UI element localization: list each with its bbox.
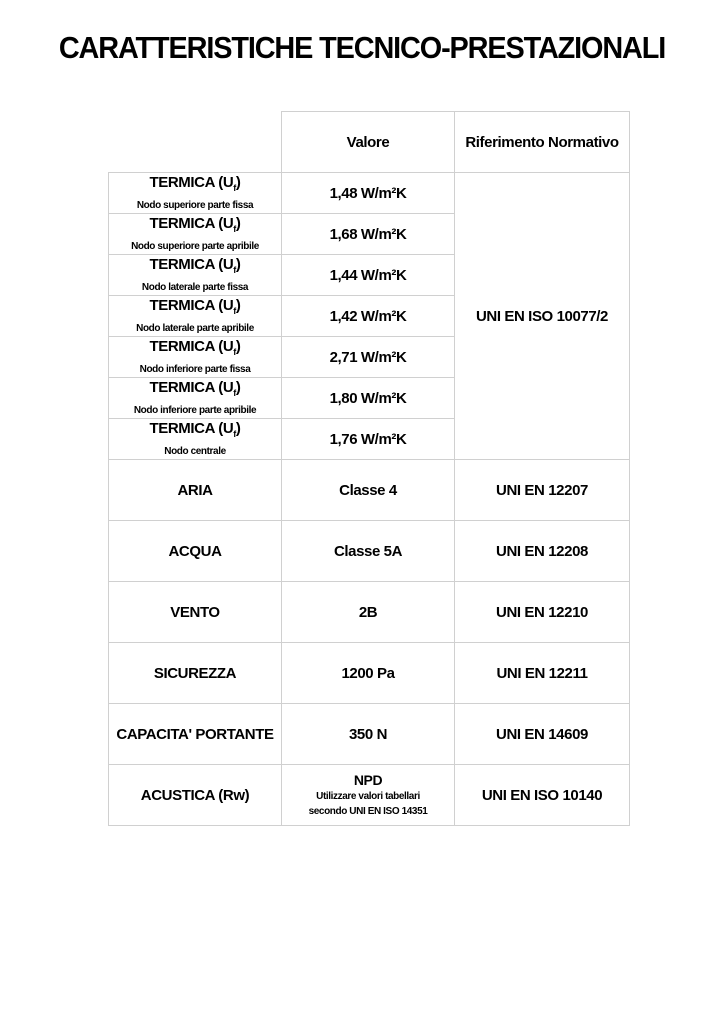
value-cell: 2,71 W/m²K xyxy=(282,337,455,378)
parameter-name: TERMICA $(U_f)$ xyxy=(149,297,241,316)
table-row xyxy=(109,704,630,765)
value-column-header: Valore xyxy=(282,112,455,173)
parameter-subtitle: Nodo laterale parte apribile xyxy=(136,323,254,334)
value-cell: Classe 5A xyxy=(282,521,455,582)
reference-cell: UNI EN 12211 xyxy=(455,643,630,704)
value-note: Utilizzare valori tabellari xyxy=(316,791,420,802)
parameter-subtitle: Nodo centrale xyxy=(164,446,226,457)
parameter-subtitle: Nodo laterale parte fissa xyxy=(141,282,249,293)
table-row xyxy=(109,643,630,704)
parameter-cell xyxy=(109,419,282,460)
parameter-name: TERMICA $(U_f)$ xyxy=(149,379,241,398)
thermal-reference-cell: UNI EN ISO 10077/2 xyxy=(455,173,630,460)
specs-table xyxy=(108,111,630,826)
parameter-name: TERMICA $(U_f)$ xyxy=(149,215,241,234)
value-main: NPD xyxy=(353,772,383,788)
value-cell: 1,68 W/m²K xyxy=(282,214,455,255)
parameter-cell: ACQUA xyxy=(109,521,282,582)
table-row xyxy=(109,173,630,214)
reference-cell: UNI EN 12210 xyxy=(455,582,630,643)
parameter-subtitle: Nodo superiore parte fissa xyxy=(136,200,254,211)
value-cell: 1,44 W/m²K xyxy=(282,255,455,296)
value-cell: Classe 4 xyxy=(282,460,455,521)
reference-cell: UNI EN 12208 xyxy=(455,521,630,582)
parameter-name: TERMICA $(U_f)$ xyxy=(149,256,241,275)
parameter-cell xyxy=(109,255,282,296)
parameter-name: TERMICA $(U_f)$ xyxy=(149,174,241,193)
header-row xyxy=(109,112,630,173)
value-cell: 1,80 W/m²K xyxy=(282,378,455,419)
parameter-subtitle: Nodo inferiore parte fissa xyxy=(139,364,251,375)
reference-cell: UNI EN 12207 xyxy=(455,460,630,521)
table-row xyxy=(109,521,630,582)
value-cell: 2B xyxy=(282,582,455,643)
parameter-cell: SICUREZZA xyxy=(109,643,282,704)
reference-cell: UNI EN 14609 xyxy=(455,704,630,765)
reference-cell: UNI EN ISO 10140 xyxy=(455,765,630,826)
value-cell: 1,76 W/m²K xyxy=(282,419,455,460)
parameter-cell xyxy=(109,378,282,419)
empty-corner-cell xyxy=(109,112,282,173)
parameter-cell xyxy=(109,337,282,378)
parameter-name: TERMICA $(U_f)$ xyxy=(149,338,241,357)
parameter-cell: VENTO xyxy=(109,582,282,643)
parameter-cell: ACUSTICA (Rw) xyxy=(109,765,282,826)
parameter-cell xyxy=(109,296,282,337)
table-row xyxy=(109,765,630,826)
value-cell: 1200 Pa xyxy=(282,643,455,704)
value-cell xyxy=(282,765,455,826)
parameter-cell xyxy=(109,173,282,214)
parameter-cell xyxy=(109,214,282,255)
value-note: secondo UNI EN ISO 14351 xyxy=(308,806,428,817)
value-cell: 1,48 W/m²K xyxy=(282,173,455,214)
parameter-subtitle: Nodo inferiore parte apribile xyxy=(133,405,257,416)
reference-column-header: Riferimento Normativo xyxy=(455,112,630,173)
parameter-cell: ARIA xyxy=(109,460,282,521)
parameter-subtitle: Nodo superiore parte apribile xyxy=(131,241,259,252)
value-cell: 350 N xyxy=(282,704,455,765)
table-row xyxy=(109,582,630,643)
table-row xyxy=(109,460,630,521)
value-cell: 1,42 W/m²K xyxy=(282,296,455,337)
parameter-name: TERMICA $(U_f)$ xyxy=(149,420,241,439)
parameter-cell: CAPACITA' PORTANTE xyxy=(109,704,282,765)
page-title: CARATTERISTICHE TECNICO-PRESTAZIONALI xyxy=(58,30,666,65)
